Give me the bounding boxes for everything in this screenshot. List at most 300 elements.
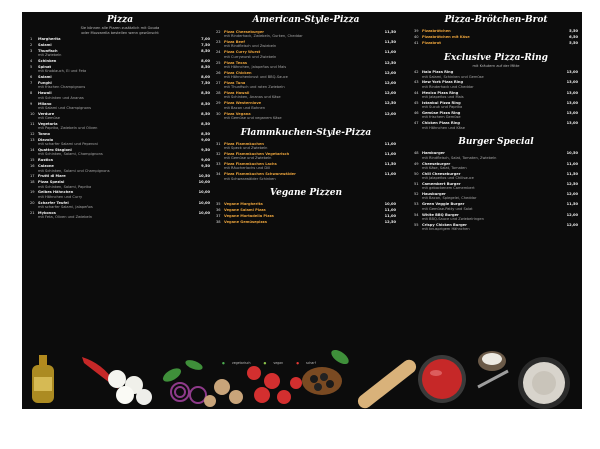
- salt-mortar-icon: [478, 351, 506, 371]
- item-description: mit Rinderhack und Cheddar: [422, 84, 474, 89]
- item-name: Gemüse Pizza Ring: [422, 111, 461, 116]
- item-number: 36: [216, 208, 221, 213]
- item-description: mit Hähnchenbrust und BBQ-Sauce: [224, 75, 288, 80]
- item-price: 8,50: [201, 101, 210, 106]
- item-name: Cheeseburger: [422, 161, 451, 166]
- item-number: 9: [30, 101, 33, 106]
- ring-item: [414, 91, 578, 100]
- item-name: Pizza Texas: [224, 60, 248, 65]
- leaf-icon: ●: [222, 361, 225, 365]
- item-description: mit frischen Champignons: [38, 85, 86, 90]
- vegan-item: [216, 202, 396, 206]
- item-number: 48: [414, 151, 419, 156]
- item-number: 13: [30, 137, 35, 142]
- pizza-item: [30, 91, 210, 100]
- item-price: 11,50: [566, 202, 578, 207]
- item-number: 17: [30, 174, 35, 179]
- legend-vegetarian-label: vegetarisch: [231, 361, 251, 365]
- item-number: 24: [216, 50, 221, 55]
- flammkuchen-heading: Flammkuchen-Style-Pizza: [240, 127, 372, 138]
- burger-heading: Burger Special: [458, 137, 534, 148]
- item-description: mit Bacon, Spiegelei, Cheddar: [422, 196, 477, 201]
- item-description: mit Salami, Schinken und Gemüse: [422, 74, 484, 79]
- item-description: mit Räucherlachs und Dill: [224, 166, 271, 171]
- item-name: Pizzabrot: [422, 40, 442, 45]
- item-name: Vegane Salami Pizza: [224, 208, 266, 213]
- item-name: Pizzabrötchen: [422, 29, 451, 33]
- item-name: Vegane Mortadella Pizza: [224, 214, 274, 219]
- american-item: [216, 71, 396, 80]
- item-name: Pizza Hawaii: [224, 91, 250, 96]
- item-number: 51: [414, 181, 419, 186]
- item-price: 12,00: [384, 80, 396, 85]
- pizza-item: [30, 65, 210, 74]
- item-description: mit Schinken, Salami, Paprika: [38, 184, 92, 189]
- item-number: 28: [216, 91, 221, 96]
- item-number: 54: [414, 212, 419, 217]
- item-number: 47: [414, 121, 419, 126]
- item-name: Salami: [38, 43, 52, 48]
- chili-icon: ●: [296, 361, 299, 365]
- pizza-item: [30, 211, 210, 220]
- item-description: mit Rindfleisch und Zwiebeln: [224, 44, 277, 49]
- flammkuchen-item: [216, 142, 396, 151]
- burger-item: [414, 182, 578, 191]
- item-description: mit Paprika, Zwiebeln und Oliven: [38, 126, 98, 131]
- item-name: Hausburger: [422, 192, 446, 197]
- american-list: [216, 30, 396, 122]
- item-name: Scharfer Teufel: [38, 200, 69, 205]
- american-item: [216, 81, 396, 90]
- flour-bowl-icon: [518, 357, 570, 409]
- burger-item: [414, 162, 578, 171]
- item-name: Crispy Chicken Burger: [422, 222, 467, 227]
- item-price: 5,50: [569, 40, 578, 45]
- item-name: Schinken: [38, 59, 57, 64]
- pizza-item: [30, 148, 210, 157]
- item-number: 5: [30, 65, 33, 70]
- burger-item: [414, 151, 578, 160]
- item-number: 53: [414, 202, 419, 207]
- item-price: 11,00: [384, 172, 396, 177]
- vegan-list: [216, 202, 396, 226]
- item-name: Pizza Chicken: [224, 70, 252, 75]
- item-price: 11,00: [566, 161, 578, 166]
- specials-column: [414, 12, 578, 233]
- item-number: 32: [216, 151, 221, 156]
- item-description: mit Schwarzwälder Schinken: [224, 176, 276, 181]
- item-description: mit Schinken und Ananas: [38, 95, 84, 100]
- item-price: 9,50: [201, 148, 210, 153]
- item-description: mit Hähnchen und Käse: [422, 125, 465, 130]
- item-name: Italo Pizza Ring: [422, 70, 454, 75]
- item-name: Thunfisch: [38, 48, 58, 53]
- item-price: 10,00: [384, 202, 396, 207]
- american-item: [216, 30, 396, 39]
- item-price: 8,00: [201, 75, 210, 80]
- item-description: mit Knoblauch, Ei und Feta: [38, 69, 87, 74]
- item-number: 23: [216, 40, 221, 45]
- item-description: mit gebackenem Camembert: [422, 186, 475, 191]
- broetchen-heading: Pizza-Brötchen-Brot: [444, 15, 548, 25]
- pizza-item: [30, 180, 210, 189]
- ring-list: [414, 70, 578, 131]
- burger-item: [414, 202, 578, 211]
- item-number: 50: [414, 171, 419, 176]
- item-price: 12,50: [566, 181, 578, 186]
- broetchen-item: [414, 29, 578, 33]
- rolling-pin-icon: [355, 357, 419, 409]
- item-name: Pizza Cheeseburger: [224, 30, 265, 34]
- burger-item: [414, 223, 578, 232]
- pizza-intro-line-1: Sie können alle Pizzen zusätzlich mit Gouda: [80, 26, 160, 30]
- item-name: Hawaii: [38, 91, 52, 96]
- item-price: 11,00: [384, 151, 396, 156]
- item-number: 43: [414, 80, 419, 85]
- item-price: 10,00: [198, 190, 210, 195]
- item-name: Mykonos: [38, 210, 56, 215]
- burger-list: [414, 151, 578, 233]
- item-number: 26: [216, 70, 221, 75]
- item-name: New York Pizza Ring: [422, 80, 464, 85]
- item-description: mit Schinken, Ananas und Käse: [224, 95, 281, 100]
- item-price: 10,50: [198, 174, 210, 179]
- item-price: 12,50: [384, 220, 396, 225]
- item-name: Milano: [38, 101, 52, 106]
- ring-subtitle: mit Kräutern auf der Mitte: [472, 63, 520, 68]
- american-item: [216, 101, 396, 110]
- item-name: Pizza Tuna: [224, 80, 246, 85]
- item-price: 12,50: [384, 101, 396, 106]
- item-number: 22: [216, 30, 221, 34]
- item-price: 13,00: [566, 90, 578, 95]
- item-number: 31: [216, 141, 221, 146]
- item-number: 41: [414, 40, 419, 45]
- item-price: 11,00: [384, 214, 396, 219]
- item-name: Tonno: [38, 132, 51, 137]
- item-price: 11,50: [384, 162, 396, 167]
- pizza-item: [30, 190, 210, 199]
- vegan-item: [216, 220, 396, 224]
- flammkuchen-item: [216, 172, 396, 181]
- item-description: mit BBQ-Sauce und Zwiebelringen: [422, 216, 484, 221]
- american-item: [216, 61, 396, 70]
- pizza-intro-line-2: oder Mozzarella bestellen wenn gewünscht: [81, 30, 159, 35]
- ring-item: [414, 101, 578, 110]
- item-name: Green Veggie Burger: [422, 202, 465, 207]
- item-price: 7,50: [201, 43, 210, 48]
- item-number: 11: [30, 121, 35, 126]
- item-name: Vegane Margherita: [224, 202, 263, 207]
- pizza-item: [30, 138, 210, 147]
- item-description: mit Käse, Salat, Tomaten: [422, 165, 467, 170]
- item-number: 33: [216, 162, 221, 167]
- pizza-item: [30, 164, 210, 173]
- ring-item: [414, 70, 578, 79]
- vegan-heading: Vegane Pizzen: [269, 188, 343, 199]
- item-description: mit frischem Gemüse: [422, 115, 461, 120]
- item-name: Pizza Westernlove: [224, 101, 262, 106]
- item-price: 9,00: [201, 137, 210, 142]
- item-number: 10: [30, 111, 35, 116]
- item-price: 7,50: [201, 81, 210, 86]
- item-name: Calzone: [38, 164, 54, 169]
- item-description: mit Jalapeños und Chilisauce: [422, 176, 474, 181]
- item-number: 44: [414, 90, 419, 95]
- item-description: mit scharfer Salami, Jalapeños: [38, 204, 93, 209]
- item-price: 12,00: [566, 222, 578, 227]
- ring-heading: Exclusive Pizza-Ring: [444, 52, 548, 63]
- item-number: 42: [414, 70, 419, 75]
- pizza-item: [30, 75, 210, 79]
- broetchen-list: [414, 29, 578, 47]
- pizza-item: [30, 37, 210, 41]
- item-description: mit Rindfleisch, Salat, Tomaten, Zwiebeln: [422, 155, 497, 160]
- tomato-icon: [247, 366, 302, 404]
- item-price: 12,00: [566, 192, 578, 197]
- item-description: mit Rinderhack, Zwiebeln, Gurken, Cheddar: [224, 34, 303, 39]
- pizza-item: [30, 132, 210, 136]
- item-price: 11,00: [384, 141, 396, 146]
- item-description: mit Gemüse: [38, 115, 60, 120]
- item-number: 49: [414, 161, 419, 166]
- item-description: mit Hähnchen und Curry: [38, 194, 83, 199]
- pizza-item: [30, 158, 210, 162]
- pizza-item: [30, 174, 210, 178]
- item-name: Diavolo: [38, 137, 54, 142]
- item-number: 39: [414, 29, 419, 33]
- item-number: 27: [216, 80, 221, 85]
- item-description: mit Zwiebeln: [38, 53, 62, 58]
- pizza-item: [30, 112, 210, 121]
- item-price: 8,50: [201, 111, 210, 116]
- item-name: Verdure: [38, 111, 55, 116]
- item-price: 9,00: [201, 158, 210, 163]
- item-name: Pizza Beef: [224, 40, 245, 45]
- item-name: Chicken Pizza Ring: [422, 121, 460, 126]
- vegan-item: [216, 214, 396, 218]
- flammkuchen-list: [216, 142, 396, 183]
- item-price: 11,00: [384, 208, 396, 213]
- item-number: 25: [216, 60, 221, 65]
- flammkuchen-item: [216, 152, 396, 161]
- item-name: Pizza Curry Wurst: [224, 50, 261, 55]
- item-description: mit Sucuk und Paprika: [422, 105, 463, 110]
- pizza-item: [30, 43, 210, 47]
- tomato-sauce-bowl-icon: [418, 355, 466, 403]
- item-number: 55: [414, 222, 419, 227]
- item-name: Pizzabrötchen mit Käse: [422, 34, 470, 39]
- item-description: mit Salami und Champignons: [38, 105, 92, 110]
- item-name: Mexico Pizza Ring: [422, 90, 459, 95]
- pizza-column: [30, 12, 210, 221]
- item-number: 29: [216, 101, 221, 106]
- item-number: 21: [30, 210, 35, 215]
- item-description: mit Bacon und Bohnen: [224, 105, 265, 110]
- american-item: [216, 50, 396, 59]
- item-number: 7: [30, 81, 33, 86]
- legend-spicy-label: scharf: [306, 361, 316, 365]
- american-heading: American-Style-Pizza: [252, 15, 360, 25]
- item-price: 8,50: [201, 121, 210, 126]
- burger-item: [414, 192, 578, 201]
- item-number: 20: [30, 200, 35, 205]
- item-name: Rustica: [38, 158, 53, 163]
- item-number: 2: [30, 43, 33, 48]
- menu-sheet: [22, 12, 582, 409]
- item-name: Pizza Vegana: [224, 111, 251, 116]
- item-price: 12,00: [384, 111, 396, 116]
- item-price: 10,00: [198, 200, 210, 205]
- item-name: Istanbul Pizza Ring: [422, 100, 461, 105]
- ring-item: [414, 80, 578, 89]
- item-description: mit Schinken, Salami und Champignons: [38, 168, 110, 173]
- american-item: [216, 40, 396, 49]
- pizza-item: [30, 201, 210, 210]
- item-description: mit Gemüse und veganem Käse: [224, 115, 282, 120]
- pizza-list: [30, 37, 210, 221]
- item-name: Pizza Flammkuchen: [224, 141, 264, 146]
- item-name: Chili Cheeseburger: [422, 171, 461, 176]
- item-price: 8,50: [201, 65, 210, 70]
- item-number: 45: [414, 100, 419, 105]
- item-description: mit knusprigem Hähnchen: [422, 227, 470, 231]
- item-name: Quattro Stagioni: [38, 148, 72, 153]
- american-item: [216, 91, 396, 100]
- item-number: 34: [216, 172, 221, 177]
- item-price: 11,00: [384, 50, 396, 55]
- pizza-item: [30, 49, 210, 58]
- legend-vegan-label: vegan: [273, 361, 284, 365]
- broetchen-item: [414, 35, 578, 39]
- food-illustration: [22, 337, 582, 409]
- item-price: 10,00: [198, 180, 210, 185]
- item-price: 7,00: [201, 37, 210, 42]
- pizza-heading: Pizza: [106, 15, 134, 25]
- pizza-item: [30, 81, 210, 90]
- item-name: Frutti di Mare: [38, 174, 66, 179]
- item-number: 40: [414, 34, 419, 39]
- mozzarella-icon: [108, 370, 152, 405]
- ring-item: [414, 121, 578, 130]
- item-name: Pizza Flammkuchen Vegetarisch: [224, 151, 290, 156]
- item-name: Vegane Gemüsepizza: [224, 220, 267, 225]
- item-price: 13,00: [566, 80, 578, 85]
- vegan-item: [216, 208, 396, 212]
- item-number: 4: [30, 59, 33, 64]
- item-price: 12,00: [566, 212, 578, 217]
- item-description: mit Gemüse-Patty und Salat: [422, 206, 473, 211]
- red-onion-icon: [171, 383, 206, 403]
- item-name: Salami: [38, 75, 52, 80]
- item-name: White BBQ Burger: [422, 212, 459, 217]
- item-number: 12: [30, 132, 35, 137]
- item-price: 12,50: [384, 60, 396, 65]
- item-number: 8: [30, 91, 33, 96]
- item-price: 8,00: [201, 59, 210, 64]
- item-name: Camembert Burger: [422, 181, 461, 186]
- item-number: 35: [216, 202, 221, 207]
- item-number: 19: [30, 190, 35, 195]
- flammkuchen-item: [216, 162, 396, 171]
- item-description: mit Speck und Zwiebeln: [224, 145, 268, 150]
- item-price: 10,50: [566, 151, 578, 156]
- item-name: Spinat: [38, 65, 52, 70]
- item-description: mit Thunfisch und roten Zwiebeln: [224, 85, 285, 90]
- item-price: 13,00: [566, 70, 578, 75]
- item-number: 1: [30, 37, 33, 42]
- item-price: 6,50: [569, 34, 578, 39]
- item-price: 12,00: [384, 70, 396, 75]
- ring-item: [414, 111, 578, 120]
- item-price: 5,50: [569, 29, 578, 33]
- item-name: Gelbes Hähnchen: [38, 190, 74, 195]
- spoon-icon: [478, 371, 508, 387]
- item-number: 46: [414, 111, 419, 116]
- item-description: mit Jalapeños und Mais: [422, 94, 464, 99]
- item-number: 38: [216, 220, 221, 225]
- item-description: mit Hähnchen, Jalapeños und Mais: [224, 64, 287, 69]
- item-number: 18: [30, 180, 35, 185]
- item-price: 11,50: [384, 30, 396, 34]
- item-price: 13,00: [566, 111, 578, 116]
- pizza-item: [30, 122, 210, 131]
- item-description: mit Currywurst und Zwiebeln: [224, 54, 277, 59]
- burger-item: [414, 213, 578, 222]
- item-number: 14: [30, 148, 35, 153]
- item-description: mit Schinken, Salami, Champignons: [38, 152, 103, 157]
- broetchen-item: [414, 41, 578, 45]
- item-price: 12,00: [384, 91, 396, 96]
- american-column: [216, 12, 396, 226]
- item-description: mit Gemüse und Zwiebeln: [224, 156, 272, 161]
- pizza-item: [30, 102, 210, 111]
- item-price: 10,00: [198, 210, 210, 215]
- olive-bowl-icon: [302, 367, 342, 395]
- item-price: 13,00: [566, 121, 578, 126]
- item-price: 8,50: [201, 48, 210, 53]
- item-name: Pizza Flammkuchen Lachs: [224, 162, 277, 167]
- item-name: Vegetaria: [38, 121, 58, 126]
- item-number: 52: [414, 192, 419, 197]
- american-item: [216, 112, 396, 121]
- item-number: 37: [216, 214, 221, 219]
- item-price: 11,50: [384, 40, 396, 45]
- vegan-icon: ●: [263, 361, 267, 365]
- item-name: Pizza Flammkuchen Schwarzwälder: [224, 172, 296, 177]
- item-price: 8,50: [201, 132, 210, 137]
- item-description: mit scharfer Salami und Peperoni: [38, 142, 98, 147]
- item-name: Pizza Spezial: [38, 180, 65, 185]
- olive-oil-bottle-icon: [32, 355, 54, 403]
- item-name: Funghi: [38, 81, 52, 86]
- item-description: mit Feta, Oliven und Zwiebeln: [38, 215, 92, 220]
- item-number: 6: [30, 75, 33, 80]
- burger-item: [414, 172, 578, 181]
- item-price: 11,50: [566, 171, 578, 176]
- item-price: 9,50: [201, 164, 210, 169]
- item-name: Hamburger: [422, 151, 445, 156]
- item-number: 15: [30, 158, 35, 163]
- mushroom-icon: [204, 379, 243, 407]
- item-price: 8,50: [201, 91, 210, 96]
- pizza-item: [30, 59, 210, 63]
- item-number: 3: [30, 48, 33, 53]
- item-number: 30: [216, 111, 221, 116]
- item-number: 16: [30, 164, 35, 169]
- item-name: Margherita: [38, 37, 61, 42]
- item-price: 13,00: [566, 100, 578, 105]
